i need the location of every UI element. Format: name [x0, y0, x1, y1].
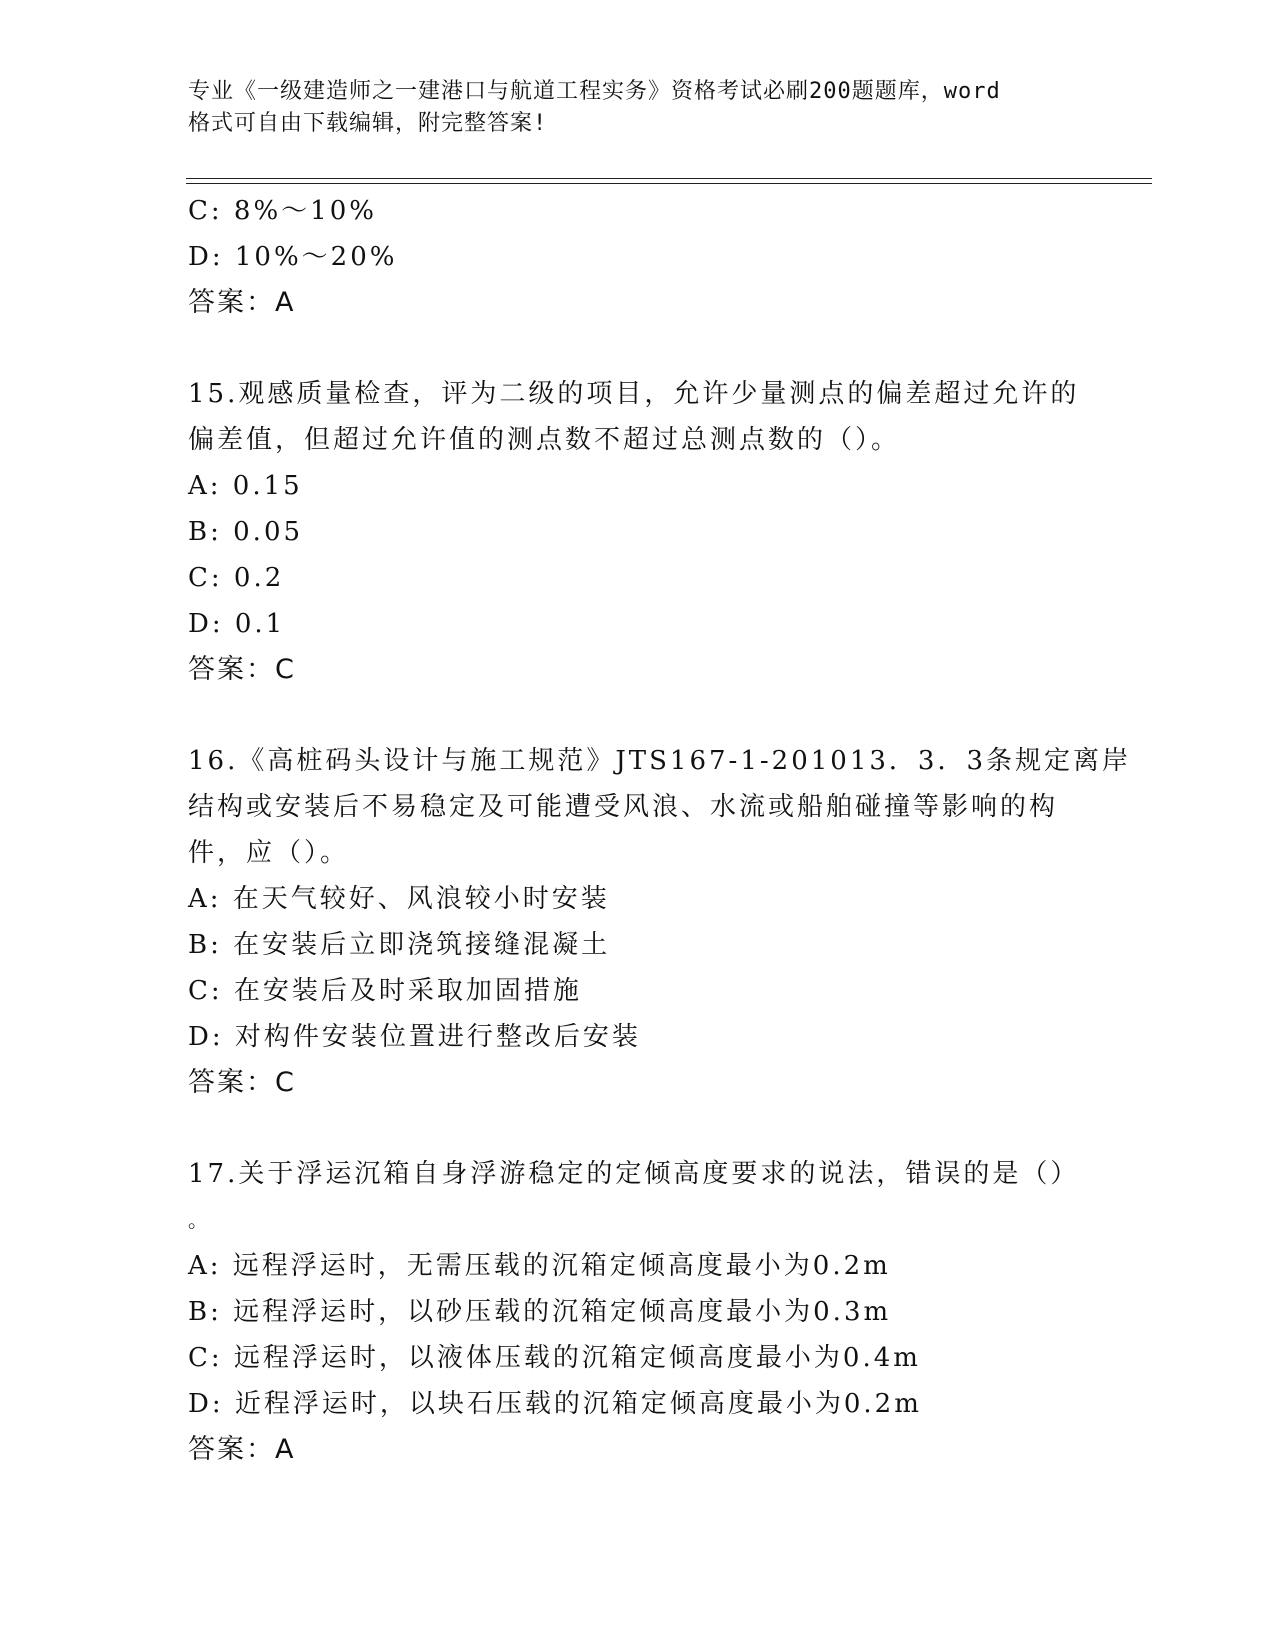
question-17	[188, 1151, 1088, 1473]
option-c: C: 8%～10%	[188, 196, 377, 226]
option-b: B: 0.05	[188, 517, 304, 547]
header-divider-top	[186, 178, 1152, 179]
option-b: B: 远程浮运时，以砂压载的沉箱定倾高度最小为0.3m	[188, 1297, 892, 1327]
option-b: B: 在安装后立即浇筑接缝混凝土	[188, 930, 611, 960]
header-line-1: 专业《一级建造师之一建港口与航道工程实务》资格考试必刷200题题库，word	[188, 79, 1001, 104]
question-text-line: 件，应（）。	[188, 838, 350, 868]
question-text-line: 偏差值，但超过允许值的测点数不超过总测点数的（）。	[188, 425, 901, 455]
prev-question-tail	[188, 188, 1088, 326]
option-c: C: 0.2	[188, 563, 285, 593]
header-line-2: 格式可自由下载编辑，附完整答案!	[188, 111, 548, 136]
question-text-line: 。	[188, 1208, 211, 1232]
answer-line: 答案：A	[188, 1434, 296, 1465]
question-list	[188, 188, 1131, 1473]
option-d: D: 对构件安装位置进行整改后安装	[188, 1022, 641, 1052]
question-text-line: 结构或安装后不易稳定及可能遭受风浪、水流或船舶碰撞等影响的构	[188, 792, 1059, 822]
question-text-line: 15.观感质量检查，评为二级的项目，允许少量测点的偏差超过允许的	[188, 379, 1080, 409]
question-16	[188, 738, 1131, 1106]
question-text-line: 17.关于浮运沉箱自身浮游稳定的定倾高度要求的说法，错误的是（）	[188, 1159, 1080, 1189]
document-header	[188, 76, 1088, 140]
option-c: C: 在安装后及时采取加固措施	[188, 976, 582, 1006]
header-divider-bottom	[186, 183, 1152, 184]
option-a: A: 在天气较好、风浪较小时安装	[188, 884, 610, 914]
option-a: A: 远程浮运时，无需压载的沉箱定倾高度最小为0.2m	[188, 1251, 891, 1281]
question-15	[188, 371, 1088, 693]
answer-line: 答案：C	[188, 1067, 296, 1098]
answer-line: 答案：C	[188, 654, 296, 685]
option-d: D: 0.1	[188, 609, 286, 639]
question-text-line: 16.《高桩码头设计与施工规范》JTS167-1-201013．3．3条规定离岸	[188, 746, 1131, 776]
answer-line: 答案：A	[188, 287, 296, 318]
option-a: A: 0.15	[188, 471, 303, 501]
option-c: C: 远程浮运时，以液体压载的沉箱定倾高度最小为0.4m	[188, 1343, 921, 1373]
option-d: D: 10%～20%	[188, 242, 398, 272]
option-d: D: 近程浮运时，以块石压载的沉箱定倾高度最小为0.2m	[188, 1389, 922, 1419]
